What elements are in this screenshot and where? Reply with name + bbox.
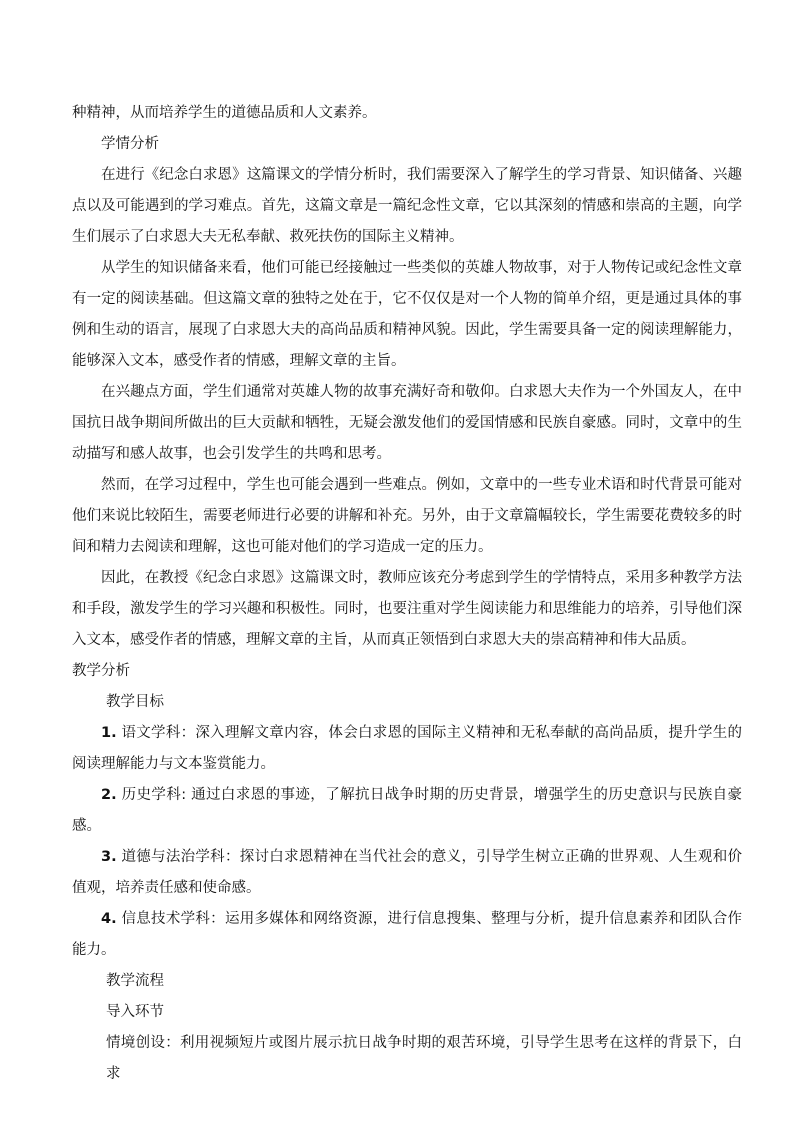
paragraph: 从学生的知识储备来看，他们可能已经接触过一些类似的英雄人物故事，对于人物传记或纪念性文章有一定的阅读基础。但这篇文章的独特之处在于，它不仅仅是对一个人物的简单介绍，更是通过具体的事例和生动的语言，展现了白求恩大夫的高尚品质和精神风貌。因此，学生需要具备一定的阅读理解能力，能够深入文本，感受作者的情感，理解文章的主旨。	[72, 260, 742, 369]
goal-item	[72, 780, 742, 842]
goal-item	[72, 718, 742, 780]
intro-tail: 种精神，从而培养学生的道德品质和人文素养。	[72, 105, 377, 121]
subheading-intro: 导入环节	[106, 1004, 164, 1020]
goal-item	[72, 842, 742, 904]
goal-number: 3.	[101, 849, 117, 865]
section-heading-liucheng: 教学流程	[106, 973, 164, 989]
section-heading-xueqing: 学情分析	[101, 136, 159, 152]
goal-text: 历史学科: 通过白求恩的事迹，了解抗日战争时期的历史背景，增强学生的历史意识与民族自豪感。	[72, 787, 742, 834]
subheading-goals: 教学目标	[106, 694, 164, 710]
goal-text: 语文学科：深入理解文章内容，体会白求恩的国际主义精神和无私奉献的高尚品质，提升学生的阅读理解能力与文本鉴赏能力。	[72, 725, 742, 772]
paragraph: 因此，在教授《纪念白求恩》这篇课文时，教师应该充分考虑到学生的学情特点，采用多种教学方法和手段，激发学生的学习兴趣和积极性。同时，也要注重对学生阅读能力和思维能力的培养，引导他们深入文本，感受作者的情感，理解文章的主旨，从而真正领悟到白求恩大夫的崇高精神和伟大品质。	[72, 570, 742, 648]
goal-text: 道德与法治学科：探讨白求恩精神在当代社会的意义，引导学生树立正确的世界观、人生观和价值观，培养责任感和使命感。	[72, 849, 742, 896]
document-body	[72, 98, 742, 1090]
goal-number: 4.	[101, 911, 117, 927]
paragraph: 情境创设：利用视频短片或图片展示抗日战争时期的艰苦环境，引导学生思考在这样的背景下，白求	[106, 1035, 742, 1082]
section-heading-jiaoxue: 教学分析	[72, 663, 130, 679]
goal-number: 2.	[101, 787, 117, 803]
goal-number: 1.	[101, 725, 117, 741]
goal-text: 信息技术学科：运用多媒体和网络资源，进行信息搜集、整理与分析，提升信息素养和团队合作能力。	[72, 911, 742, 958]
goal-item	[72, 904, 742, 966]
paragraph: 在进行《纪念白求恩》这篇课文的学情分析时，我们需要深入了解学生的学习背景、知识储备、兴趣点以及可能遇到的学习难点。首先，这篇文章是一篇纪念性文章，它以其深刻的情感和崇高的主题，向学生们展示了白求恩大夫无私奉献、救死扶伤的国际主义精神。	[72, 167, 742, 245]
paragraph: 然而，在学习过程中，学生也可能会遇到一些难点。例如，文章中的一些专业术语和时代背景可能对他们来说比较陌生，需要老师进行必要的讲解和补充。另外，由于文章篇幅较长，学生需要花费较多的时间和精力去阅读和理解，这也可能对他们的学习造成一定的压力。	[72, 477, 742, 555]
paragraph: 在兴趣点方面，学生们通常对英雄人物的故事充满好奇和敬仰。白求恩大夫作为一个外国友人，在中国抗日战争期间所做出的巨大贡献和牺牲，无疑会激发他们的爱国情感和民族自豪感。同时，文章中的生动描写和感人故事，也会引发学生的共鸣和思考。	[72, 384, 742, 462]
